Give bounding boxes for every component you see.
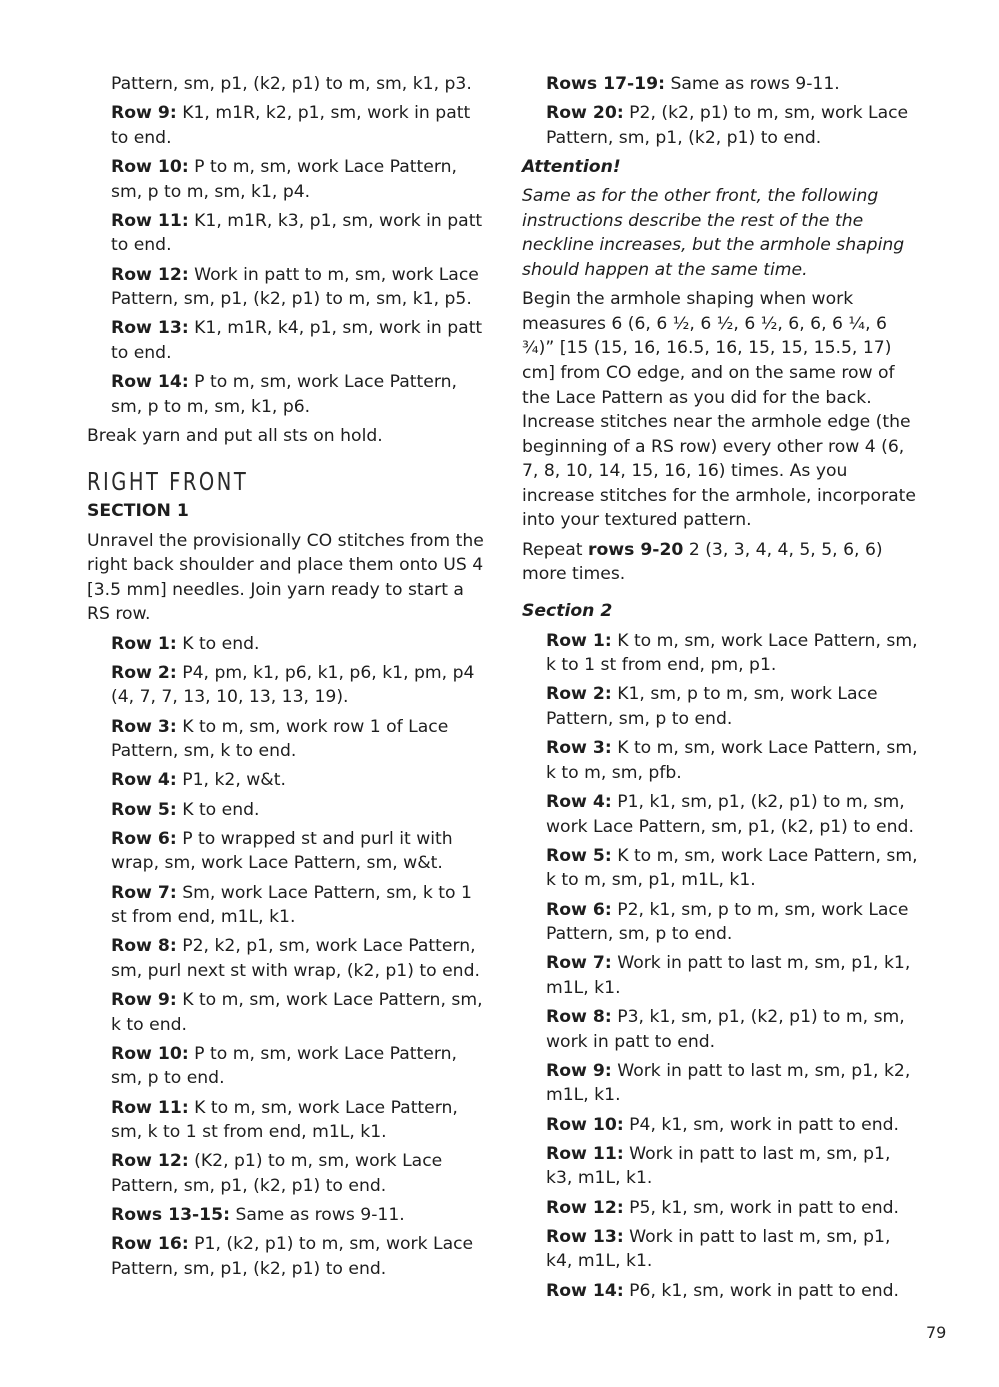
row-label: Row 8: — [111, 936, 177, 957]
section-1-heading: SECTION 1 — [87, 501, 189, 522]
instruction-row — [87, 827, 487, 876]
instruction-row — [522, 682, 922, 731]
row-text: K to m, sm, work Lace Pattern, sm, k to end. — [111, 990, 483, 1035]
row-label: Row 10: — [111, 1043, 189, 1064]
row-text: K to m, sm, work Lace Pattern, sm, k to 1 st from end, m1L, k1. — [111, 1097, 458, 1143]
row-label: Row 7: — [546, 953, 612, 974]
row-text: K1, m1R, k4, p1, sm, work in patt to end. — [111, 318, 483, 363]
instruction-row — [87, 72, 487, 97]
page-number: 79 — [926, 1323, 947, 1342]
instruction-row — [87, 881, 487, 930]
row-text: K to end. — [176, 799, 260, 820]
row-text: P5, k1, sm, work in patt to end. — [623, 1197, 899, 1218]
row-text: (K2, p1) to m, sm, work Lace Pattern, sm, p1, (k2, p1) to end. — [111, 1151, 443, 1197]
instruction-row — [87, 316, 487, 365]
row-text: P6, k1, sm, work in patt to end. — [623, 1280, 899, 1301]
row-text: P to m, sm, work Lace Pattern, sm, p to m, sm, k1, p4. — [111, 156, 457, 202]
row-text: P3, k1, sm, p1, (k2, p1) to m, sm, work in patt to end. — [546, 1007, 905, 1052]
row-text: K1, sm, p to m, sm, work Lace Pattern, sm, p to end. — [546, 684, 878, 729]
row-label: Row 11: — [111, 1097, 189, 1118]
left-column — [87, 72, 487, 1286]
row-label: Row 1: — [546, 630, 612, 651]
row-label: Row 12: — [111, 264, 189, 285]
armhole-instructions: Begin the armhole shaping when work measures 6 (6, 6 ½, 6 ½, 6 ½, 6, 6, 6 ¼, 6 ¾)” [15 (15, 16, 16.5, 16, 15, 15, 15.5, 17) cm] from CO edge, and on the same row of the Lace Pattern as you did for the back. Increase stitches near the armhole edge (the beginning of a RS row) every other row 4 (6, 7, 8, 10, 14, 15, 16, 16) times. As you increase stitches for the armhole, incorporate into your textured pattern. — [522, 289, 916, 531]
row-label: Rows 17-19: — [546, 74, 665, 94]
instruction-row — [522, 101, 922, 150]
row-label: Row 5: — [111, 799, 177, 820]
instruction-row — [522, 1279, 922, 1304]
instruction-row — [87, 934, 487, 983]
instruction-row — [87, 632, 487, 657]
repeat-rows-label: rows 9-20 — [587, 539, 684, 560]
instruction-row — [87, 155, 487, 204]
row-label: Row 1: — [111, 633, 177, 654]
row-label: Row 16: — [111, 1234, 189, 1255]
row-text: P to m, sm, work Lace Pattern, sm, p to m, sm, k1, p6. — [111, 372, 457, 417]
instruction-row — [522, 1005, 922, 1054]
row-text: Work in patt to last m, sm, p1, k2, m1L, k1. — [546, 1060, 911, 1106]
row-text: P4, k1, sm, work in patt to end. — [623, 1114, 899, 1135]
instruction-row — [87, 1096, 487, 1145]
row-text: Same as rows 9-11. — [229, 1205, 405, 1226]
row-text: K1, m1R, k2, p1, sm, work in patt to end. — [111, 103, 471, 148]
row-label: Row 12: — [111, 1151, 189, 1172]
instruction-row — [522, 844, 922, 893]
instruction-row — [522, 72, 922, 97]
instruction-row — [522, 736, 922, 785]
attention-note: Same as for the other front, the following instructions describe the rest of the the neckline increases, but the armhole shaping should happen at the same time. — [522, 186, 905, 280]
instruction-row — [522, 1059, 922, 1108]
repeat-text-post: 2 (3, 3, 4, 4, 5, 5, 6, 6) more times. — [522, 539, 883, 585]
row-text: Work in patt to last m, sm, p1, k4, m1L, k1. — [546, 1226, 891, 1272]
right-column — [522, 72, 922, 1308]
row-text: K to m, sm, work Lace Pattern, sm, k to 1 st from end, pm, p1. — [546, 630, 918, 676]
instruction-row — [87, 263, 487, 312]
row-label: Row 12: — [546, 1197, 624, 1218]
row-text: K to m, sm, work row 1 of Lace Pattern, sm, k to end. — [111, 716, 449, 762]
section-2-heading: Section 2 — [522, 601, 613, 622]
row-text: P1, k2, w&t. — [176, 770, 286, 791]
row-text: P4, pm, k1, p6, k1, p6, k1, pm, p4 (4, 7, 7, 13, 10, 13, 13, 19). — [111, 662, 475, 708]
row-text: Pattern, sm, p1, (k2, p1) to m, sm, k1, p3. — [111, 74, 472, 94]
instruction-row — [522, 629, 922, 678]
row-text: P to wrapped st and purl it with wrap, sm, work Lace Pattern, sm, w&t. — [111, 828, 453, 874]
row-label: Row 3: — [546, 738, 612, 759]
instruction-row — [522, 790, 922, 839]
instruction-row — [87, 661, 487, 710]
instruction-row — [87, 101, 487, 150]
instruction-row — [87, 768, 487, 793]
row-text: Work in patt to m, sm, work Lace Pattern, sm, p1, (k2, p1) to m, sm, k1, p5. — [111, 264, 479, 310]
row-label: Row 11: — [546, 1143, 624, 1164]
instruction-row — [522, 898, 922, 947]
row-text: P1, k1, sm, p1, (k2, p1) to m, sm, work Lace Pattern, sm, p1, (k2, p1) to end. — [546, 791, 914, 837]
row-text: K1, m1R, k3, p1, sm, work in patt to end. — [111, 210, 483, 256]
instruction-row — [87, 370, 487, 419]
row-text: K to end. — [176, 633, 260, 654]
row-label: Row 6: — [111, 828, 177, 849]
row-label: Row 14: — [111, 372, 189, 393]
row-text: Work in patt to last m, sm, p1, k1, m1L, k1. — [546, 953, 911, 998]
row-label: Row 9: — [546, 1060, 612, 1081]
row-label: Row 10: — [546, 1114, 624, 1135]
instruction-row — [87, 1042, 487, 1091]
row-label: Row 6: — [546, 899, 612, 920]
row-label: Row 11: — [111, 210, 189, 231]
row-text: K to m, sm, work Lace Pattern, sm, k to m, sm, pfb. — [546, 738, 918, 783]
row-text: P1, (k2, p1) to m, sm, work Lace Pattern, sm, p1, (k2, p1) to end. — [111, 1234, 474, 1279]
instruction-row — [522, 1113, 922, 1138]
row-text: Same as rows 9-11. — [664, 74, 840, 94]
row-text: K to m, sm, work Lace Pattern, sm, k to m, sm, p1, m1L, k1. — [546, 845, 918, 891]
row-label: Row 14: — [546, 1280, 624, 1301]
repeat-text-pre: Repeat — [522, 539, 588, 560]
row-label: Row 7: — [111, 882, 177, 903]
spacer — [522, 591, 922, 599]
row-label: Row 13: — [546, 1226, 624, 1247]
row-label: Row 8: — [546, 1007, 612, 1028]
row-label: Row 9: — [111, 990, 177, 1011]
row-label: Row 5: — [546, 845, 612, 866]
section-title-right-front: RIGHT FRONT — [87, 467, 249, 497]
instruction-row — [522, 1142, 922, 1191]
instruction-row — [87, 715, 487, 764]
row-label: Row 4: — [546, 791, 612, 812]
row-label: Row 3: — [111, 716, 177, 737]
row-label: Row 13: — [111, 318, 189, 339]
row-text: P to m, sm, work Lace Pattern, sm, p to end. — [111, 1043, 457, 1089]
instruction-row — [87, 209, 487, 258]
row-label: Row 9: — [111, 103, 177, 124]
break-yarn-text: Break yarn and put all sts on hold. — [87, 425, 383, 446]
row-label: Row 20: — [546, 103, 624, 124]
repeat-instruction — [522, 538, 922, 587]
instruction-row — [87, 798, 487, 823]
instruction-row — [522, 1196, 922, 1221]
row-label: Rows 13-15: — [111, 1205, 230, 1226]
row-text: P2, (k2, p1) to m, sm, work Lace Pattern, sm, p1, (k2, p1) to end. — [546, 103, 909, 148]
instruction-row — [522, 951, 922, 1000]
row-text: P2, k2, p1, sm, work Lace Pattern, sm, purl next st with wrap, (k2, p1) to end. — [111, 936, 480, 981]
row-text: P2, k1, sm, p to m, sm, work Lace Pattern, sm, p to end. — [546, 899, 909, 945]
row-label: Row 4: — [111, 770, 177, 791]
row-label: Row 2: — [111, 662, 177, 683]
instruction-row — [87, 1203, 487, 1228]
row-text: Sm, work Lace Pattern, sm, k to 1 st from end, m1L, k1. — [111, 882, 472, 928]
instruction-row — [87, 1149, 487, 1198]
row-label: Row 10: — [111, 156, 189, 177]
instruction-row — [87, 1232, 487, 1281]
section-1-intro: Unravel the provisionally CO stitches from the right back shoulder and place them onto US 4 [3.5 mm] needles. Join yarn ready to start a RS row. — [87, 530, 484, 625]
row-label: Row 2: — [546, 684, 612, 705]
attention-heading: Attention! — [522, 156, 621, 177]
row-text: Work in patt to last m, sm, p1, k3, m1L, k1. — [546, 1143, 891, 1189]
instruction-row — [522, 1225, 922, 1274]
instruction-row — [87, 988, 487, 1037]
